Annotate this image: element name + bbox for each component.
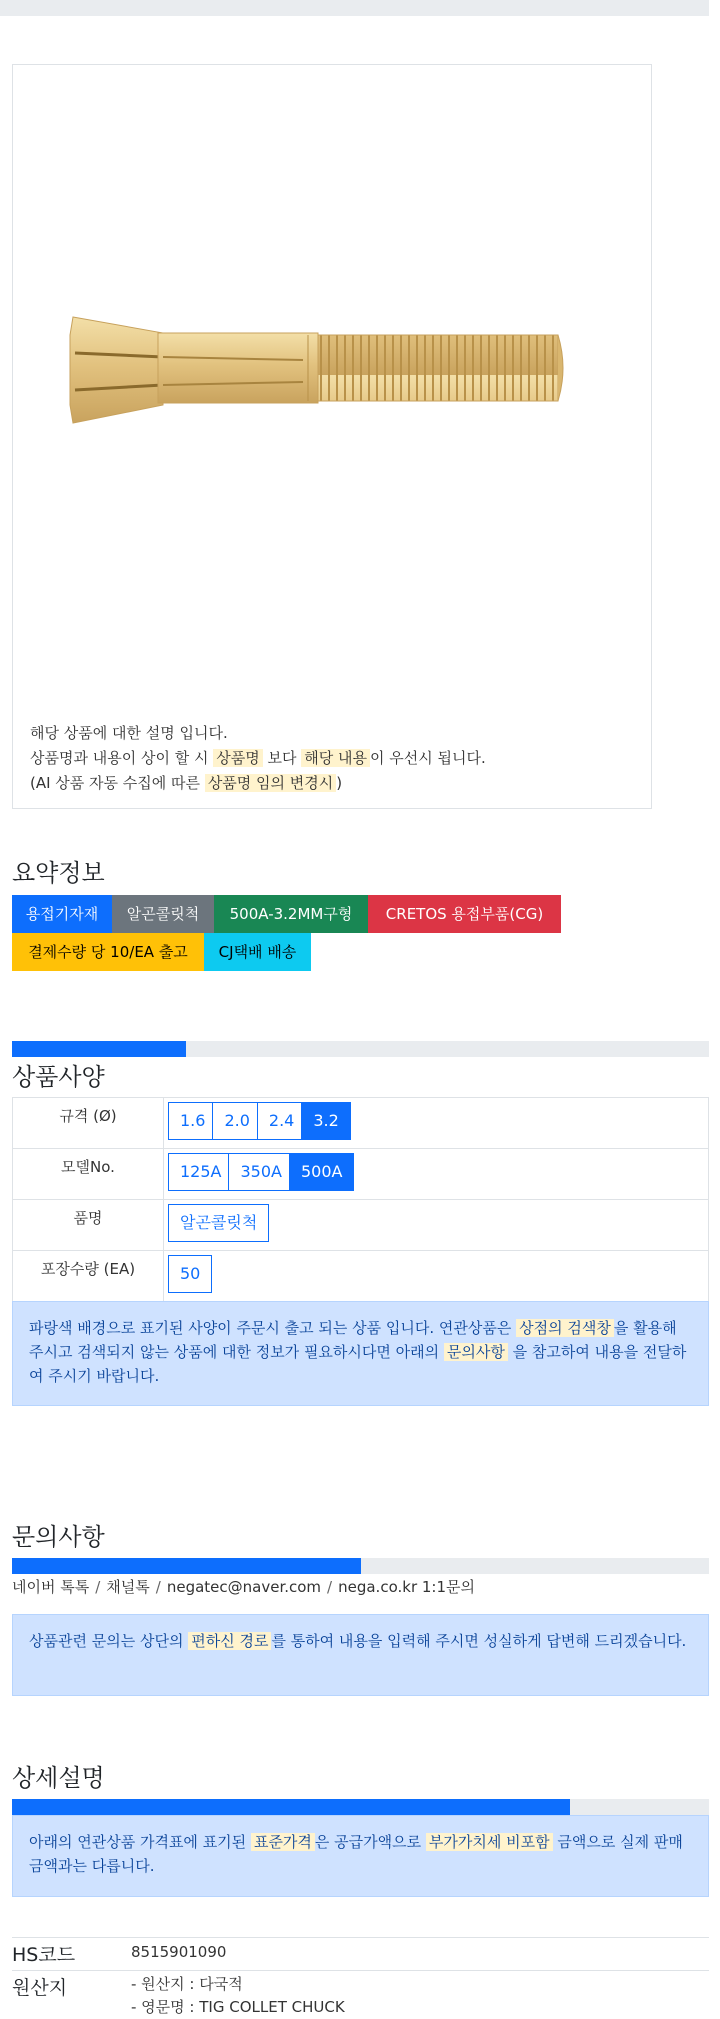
summary-tag: 알곤콜릿척 [112,895,214,933]
spec-row [13,1149,709,1200]
inquiry-links [12,1576,475,1597]
summary-tag: CRETOS 용접부품(CG) [368,895,561,933]
detail-progress-fill [12,1799,570,1815]
spec-row [13,1251,709,1302]
hs-code-label: HS코드 [12,1944,76,1966]
inquiry-title: 문의사항 [12,1523,105,1551]
summary-tag: CJ택배 배송 [204,933,311,971]
spec-option-button[interactable]: 50 [168,1255,212,1293]
spec-row-label: 규격 (Ø) [13,1098,164,1149]
spec-title: 상품사양 [12,1063,105,1091]
spec-option-button[interactable]: 350A [228,1153,293,1191]
spec-row-options [164,1200,709,1251]
spec-option-button[interactable]: 2.0 [212,1102,261,1140]
origin-row [12,1970,709,2019]
spec-option-button[interactable]: 3.2 [301,1102,350,1140]
image-note [30,721,486,796]
link-separator: / [155,1578,161,1596]
inquiry-progress [12,1558,709,1574]
image-note-line3: (AI 상품 자동 수집에 따른 상품명 임의 변경시 ) [30,774,343,792]
image-note-line1: 해당 상품에 대한 설명 입니다. [30,724,228,742]
detail-title: 상세설명 [12,1764,105,1792]
spec-table [12,1097,709,1302]
summary-tag: 용접기자재 [12,895,112,933]
spec-option-button[interactable]: 2.4 [257,1102,306,1140]
origin-value: - 원산지 : 다국적 - 영문명 : TIG COLLET CHUCK [131,1975,345,2016]
link-separator: / [327,1578,333,1596]
inquiry-note: 상품관련 문의는 상단의 편하신 경로 를 통하여 내용을 입력해 주시면 성실하게 답변해 드리겠습니다. [12,1614,709,1696]
collet-chuck-image [53,295,633,445]
summary-tag: 500A-3.2MM구형 [214,895,368,933]
spec-option-button[interactable]: 1.6 [168,1102,217,1140]
detail-note: 아래의 연관상품 가격표에 표기된 표준가격 은 공급가액으로 부가가치세 비포함 금액으로 실제 판매금액과는 다릅니다. [12,1815,709,1897]
link-separator: / [95,1578,101,1596]
spec-row [13,1200,709,1251]
spec-row-label: 모델No. [13,1149,164,1200]
spec-row-label: 품명 [13,1200,164,1251]
image-note-line2: 상품명과 내용이 상이 할 시 상품명 보다 해당 내용 이 우선시 됩니다. [30,749,486,767]
hs-code-row [12,1937,709,1969]
top-bar [0,0,709,16]
origin-label: 원산지 [12,1977,68,1999]
spec-row-options [164,1251,709,1302]
inquiry-link[interactable]: 채널톡 [106,1578,150,1596]
product-image-box [12,64,652,809]
summary-tag: 결제수량 당 10/EA 출고 [12,933,204,971]
spec-row [13,1098,709,1149]
inquiry-link[interactable]: nega.co.kr 1:1문의 [338,1578,475,1596]
inquiry-link[interactable]: negatec@naver.com [166,1578,322,1596]
inquiry-progress-fill [12,1558,361,1574]
summary-title: 요약정보 [12,859,105,887]
spec-progress-fill [12,1041,186,1057]
spec-option-button[interactable]: 125A [168,1153,233,1191]
inquiry-link[interactable]: 네이버 톡톡 [12,1578,90,1596]
spec-option-button[interactable]: 500A [289,1153,354,1191]
spec-row-options [164,1149,709,1200]
spec-note: 파랑색 배경으로 표기된 사양이 주문시 출고 되는 상품 입니다. 연관상품은 상점의 검색창 을 활용해 주시고 검색되지 않는 상품에 대한 정보가 필요하시다면 아래의 문의사항 을 참고하여 내용을 전달하여 주시기 바랍니다. [12,1301,709,1406]
spec-row-label: 포장수량 (EA) [13,1251,164,1302]
spec-option-button[interactable]: 알곤콜릿척 [168,1204,269,1242]
hs-code-value: 8515901090 [131,1943,227,1961]
spec-progress [12,1041,709,1057]
detail-progress [12,1799,709,1815]
spec-row-options [164,1098,709,1149]
